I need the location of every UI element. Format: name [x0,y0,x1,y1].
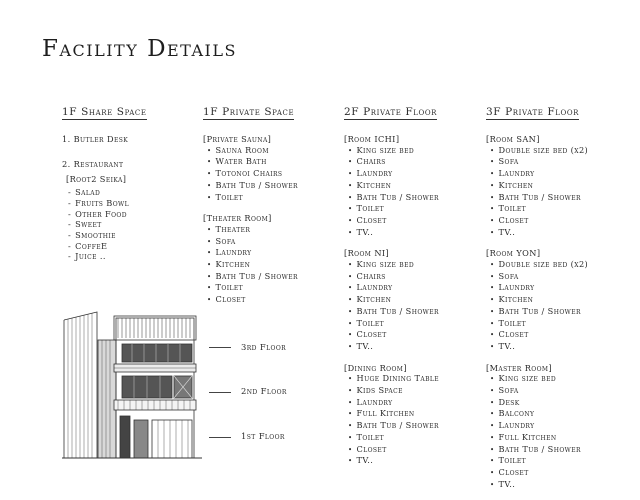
group-name: [Room ICHI] [344,134,400,144]
list-item: • Bath Tub / Shower [486,192,588,204]
group-name: [Room NI] [344,248,390,259]
list-item: • Toilet [486,203,588,215]
list-item: • Bath Tub / Shower [203,271,298,283]
list-item: • Sofa [203,236,298,248]
private-2f-column [344,100,439,477]
list-item: • Toilet [486,318,588,330]
list-item: • Full Kitchen [486,432,588,444]
list-item: • Desk [486,397,588,409]
list-item: • Closet [486,215,588,227]
page-title: Facility Details [42,36,237,62]
list-item: • Theater [203,224,298,236]
list-item: • Closet [486,467,588,479]
list-item: • Bath Tub / Shower [344,306,439,318]
list-item: • Bath Tub / Shower [344,192,439,204]
list-item: • Kitchen [344,294,439,306]
list-item: • Kitchen [486,180,588,192]
menu-item: - Sweet [62,219,147,230]
room-ni-group [344,248,439,352]
list-item: • Laundry [344,168,439,180]
list-item: • Closet [344,444,439,456]
list-item: • TV.. [486,227,588,239]
private-sauna-group [203,134,298,203]
group-name: [Room YON] [486,248,541,259]
list-item: • Toilet [344,318,439,330]
list-item: • Bath Tub / Shower [203,180,298,192]
group-name: [Theater Room] [203,213,272,224]
group-name: [Room SAN] [486,134,540,144]
private-1f-column [203,100,298,316]
group-name: [Private Sauna] [203,134,272,144]
restaurant-item: 2. Restaurant [62,158,124,169]
restaurant-name: [Root2 Seika] [66,174,127,185]
list-item: • Sofa [486,271,588,283]
private-1f-heading: 1F Private Space [203,106,295,118]
room-ichi-group [344,134,439,238]
list-item: • King size bed [486,373,588,385]
list-item: • TV.. [486,341,588,353]
list-item: • TV.. [486,479,588,491]
list-item: • Double size bed (x2) [486,259,588,271]
menu-item: - Smoothie [62,230,147,241]
menu-item: - Juice .. [62,251,147,262]
list-item: • Toilet [203,192,298,204]
private-3f-column [486,100,588,500]
list-item: • Laundry [344,282,439,294]
first-floor-label: 1st Floor [241,431,285,441]
list-item: • Totonoi Chairs [203,168,298,180]
list-item: • Closet [203,294,298,306]
share-1f-heading: 1F Share Space [62,106,147,118]
third-floor-label: 3rd Floor [241,342,287,352]
building-elevation-drawing [62,310,202,460]
list-item: • TV.. [344,455,439,467]
list-item: • Laundry [486,282,588,294]
menu-item: - Other Food [62,209,147,220]
second-floor-marker [209,392,231,393]
group-name: [Master Room] [486,362,553,373]
private-2f-heading: 2F Private Floor [344,106,438,118]
dining-room-group [344,363,439,467]
list-item: • King size bed [344,259,439,271]
list-item: • Bath Tub / Shower [486,306,588,318]
butler-desk-item: 1. Butler Desk [62,134,129,144]
group-name: [Dining Room] [344,362,407,373]
menu-item: - Salad [62,187,147,198]
list-item: • Sauna Room [203,145,298,157]
list-item: • Toilet [344,203,439,215]
list-item: • Chairs [344,271,439,283]
list-item: • TV.. [344,341,439,353]
list-item: • Full Kitchen [344,408,439,420]
list-item: • Closet [486,329,588,341]
list-item: • Kitchen [486,294,588,306]
theater-room-group [203,213,298,306]
list-item: • King size bed [344,145,439,157]
list-item: • Toilet [486,455,588,467]
second-floor-label: 2nd Floor [241,386,287,396]
list-item: • Bath Tub / Shower [486,444,588,456]
menu-item: - CoffeE [62,241,147,252]
list-item: • Laundry [203,247,298,259]
list-item: • Laundry [486,168,588,180]
list-item: • Closet [344,215,439,227]
share-1f-column [62,100,147,262]
list-item: • Toilet [344,432,439,444]
list-item: • Laundry [486,420,588,432]
room-san-group [486,134,588,238]
list-item: • Huge Dining Table [344,373,439,385]
list-item: • Toilet [203,282,298,294]
list-item: • Sofa [486,385,588,397]
list-item: • Sofa [486,156,588,168]
third-floor-marker [209,347,231,348]
list-item: • TV.. [344,227,439,239]
list-item: • Closet [344,329,439,341]
list-item: • Water Bath [203,156,298,168]
list-item: • Bath Tub / Shower [344,420,439,432]
list-item: • Double size bed (x2) [486,145,588,157]
list-item: • Kitchen [203,259,298,271]
master-room-group [486,363,588,491]
menu-item: - Fruits Bowl [62,198,147,209]
private-3f-heading: 3F Private Floor [486,106,580,118]
list-item: • Laundry [344,397,439,409]
first-floor-marker [209,437,231,438]
list-item: • Kitchen [344,180,439,192]
room-yon-group [486,248,588,352]
list-item: • Balcony [486,408,588,420]
list-item: • Chairs [344,156,439,168]
restaurant-menu-list [62,187,147,262]
list-item: • Kids Space [344,385,439,397]
